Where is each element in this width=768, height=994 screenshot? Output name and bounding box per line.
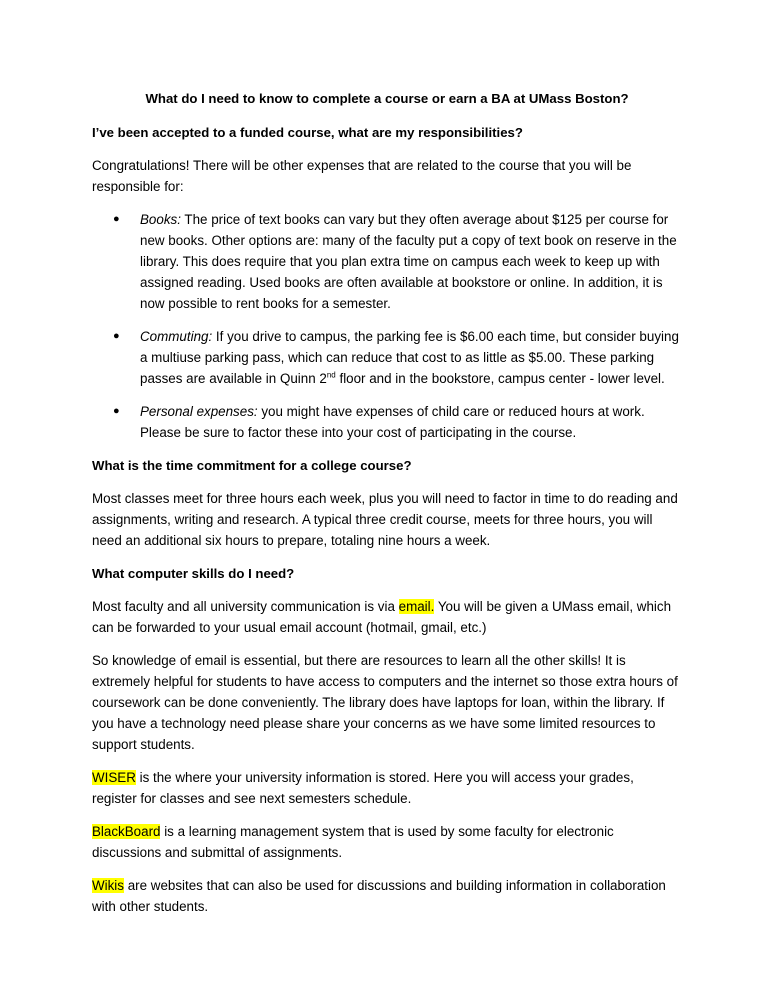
bullet-label-commuting: Commuting: xyxy=(140,329,213,344)
expenses-list xyxy=(92,209,682,443)
wiser-text: is the where your university information is stored. Here you will access your grades, register for classes and see next semesters schedule. xyxy=(92,770,634,806)
section-heading-time: What is the time commitment for a college course? xyxy=(92,458,412,473)
section-heading-responsibilities: I’ve been accepted to a funded course, what are my responsibilities? xyxy=(92,125,523,140)
bullet-text-personal: you might have expenses of child care or reduced hours at work. Please be sure to factor these into your cost of participating in the course. xyxy=(140,404,645,440)
bullet-text-books: The price of text books can vary but they often average about $125 per course for new books. Other options are: many of the faculty put a copy of text book on reserve in the library. This does require that you plan extra time on campus each week to keep up with assigned reading. Used books are often available at bookstore or online. In addition, it is now possible to rent books for a semester. xyxy=(140,212,677,311)
email-paragraph xyxy=(92,596,682,638)
document-page xyxy=(92,88,682,929)
blackboard-text: is a learning management system that is used by some faculty for electronic discussions and submittal of assignments. xyxy=(92,824,614,860)
knowledge-paragraph: So knowledge of email is essential, but there are resources to learn all the other skills! It is extremely helpful for students to have access to computers and the internet so those extra hours of coursework can be done conveniently. The library does have laptops for loan, within the library. If you have a technology need please share your concerns as we have some limited resources to support students. xyxy=(92,653,678,752)
time-paragraph: Most classes meet for three hours each week, plus you will need to factor in time to do reading and assignments, writing and research. A typical three credit course, meets for three hours, you will need an additional six hours to prepare, totaling nine hours a week. xyxy=(92,491,678,548)
blackboard-paragraph xyxy=(92,821,682,863)
wikis-term: Wikis xyxy=(92,878,124,893)
bullet-dot-icon: ● xyxy=(113,213,120,225)
intro-paragraph: Congratulations! There will be other expenses that are related to the course that you will be responsible for: xyxy=(92,158,632,194)
wiser-paragraph xyxy=(92,767,682,809)
bullet-text-commuting-end: floor and in the bookstore, campus center - lower level. xyxy=(335,371,665,386)
blackboard-term: BlackBoard xyxy=(92,824,161,839)
email-highlight: email. xyxy=(398,599,435,614)
bullet-text-commuting: If you drive to campus, the parking fee is $6.00 each time, but consider buying a multiuse parking pass, which can reduce that cost to as little as $5.00. These parking passes are available in Quinn 2 xyxy=(140,329,679,386)
list-item-personal xyxy=(92,401,682,443)
wikis-paragraph xyxy=(92,875,682,917)
section-heading-computer: What computer skills do I need? xyxy=(92,566,295,581)
wikis-text: are websites that can also be used for discussions and building information in collaboration with other students. xyxy=(92,878,666,914)
bullet-label-books: Books: xyxy=(140,212,181,227)
wiser-term: WISER xyxy=(92,770,136,785)
email-text-after: You will be given a UMass email, which can be forwarded to your usual email account (hotmail, gmail, etc.) xyxy=(92,599,672,635)
bullet-label-personal: Personal expenses: xyxy=(140,404,258,419)
bullet-dot-icon: ● xyxy=(113,405,120,417)
document-title: What do I need to know to complete a course or earn a BA at UMass Boston? xyxy=(145,91,629,106)
list-item-commuting xyxy=(92,326,682,389)
email-text-before: Most faculty and all university communication is via xyxy=(92,599,399,614)
list-item-books xyxy=(92,209,682,314)
bullet-dot-icon: ● xyxy=(113,330,120,342)
ordinal-superscript: nd xyxy=(326,370,336,380)
